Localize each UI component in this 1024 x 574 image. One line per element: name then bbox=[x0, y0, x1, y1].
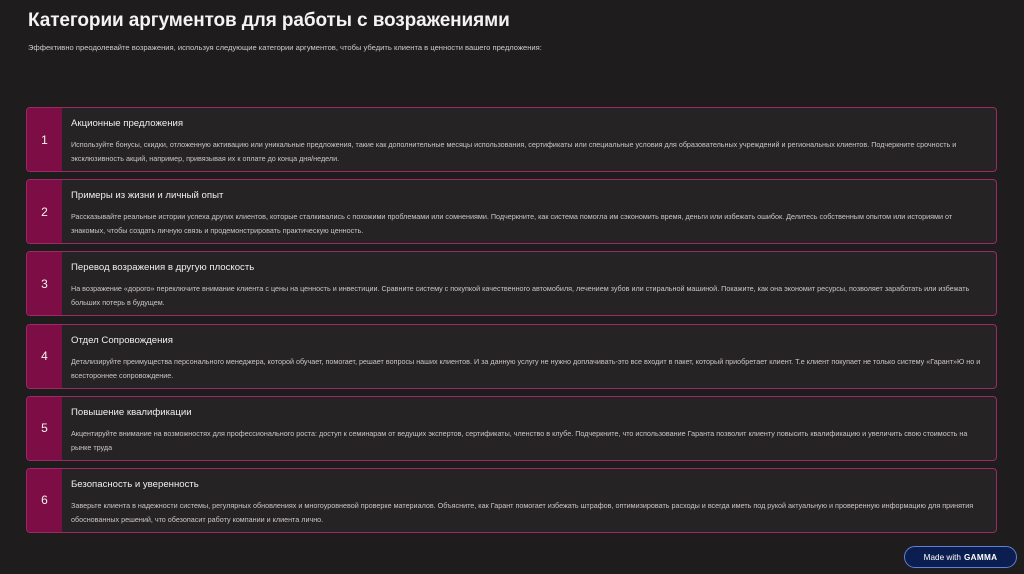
card-title: Примеры из жизни и личный опыт bbox=[71, 190, 224, 202]
number-block bbox=[27, 252, 62, 315]
card-title: Отдел Сопровождения bbox=[71, 334, 173, 346]
card-title: Акционные предложения bbox=[71, 118, 184, 129]
category-card-1 bbox=[26, 107, 997, 172]
card-number: 1 bbox=[41, 132, 48, 147]
page-title: Категории аргументов для работы с возражениями bbox=[28, 10, 510, 31]
card-title: Повышение квалификации bbox=[71, 406, 192, 418]
number-block bbox=[27, 180, 62, 243]
number-block bbox=[27, 397, 62, 460]
page-subtitle: Эффективно преодолевайте возражения, используя следующие категории аргументов, чтобы убедить клиента в ценности вашего предложения: bbox=[28, 43, 542, 52]
card-number: 3 bbox=[41, 276, 48, 291]
card-number: 4 bbox=[41, 349, 48, 364]
card-text: Заверьте клиента в надежности системы, регулярных обновлениях и многоуровневой проверке материалов. Объясните, как Гарант помогает избежать штрафов, оптимизировать расходы и всегда иметь под рукой актуальную и проверенную информацию для принятия обоснованных решений, что обезопасит работу компании и клиента лично. bbox=[71, 500, 974, 524]
card-body bbox=[62, 252, 996, 315]
made-with-gamma-badge[interactable] bbox=[904, 546, 1017, 568]
number-block bbox=[27, 108, 62, 171]
card-body bbox=[62, 108, 996, 171]
category-card-2 bbox=[26, 179, 997, 244]
card-number: 2 bbox=[41, 204, 48, 219]
category-list bbox=[26, 107, 997, 540]
card-body bbox=[62, 325, 996, 388]
card-body bbox=[62, 469, 996, 532]
card-text: Акцентируйте внимание на возможностях для профессионального роста: доступ к семинарам от ведущих экспертов, сертификаты, членство в клубе. Подчеркните, что использование Гаранта позволит клиенту повысить квалификацию и увеличить свою стоимость на рынке труда bbox=[71, 428, 968, 452]
card-number: 6 bbox=[41, 493, 48, 508]
card-title: Безопасность и уверенность bbox=[71, 478, 199, 490]
category-card-6 bbox=[26, 468, 997, 533]
card-text: Рассказывайте реальные истории успеха других клиентов, которые сталкивались с похожими проблемами или сомнениями. Подчеркните, как система помогла им сэкономить время, деньги или избежать ошибок. Делитесь собственным опытом или историями от знакомых, чтобы создать личную связь и продемонстрировать практическую ценность. bbox=[71, 212, 953, 236]
category-card-5 bbox=[26, 396, 997, 461]
number-block bbox=[27, 325, 62, 388]
card-text: На возражение «дорого» переключите внимание клиента с цены на ценность и инвестиции. Сравните систему с покупкой качественного автомобиля, лечением зубов или стиральной машиной. Покажите, как она экономит ресурсы, позволяет заработать или избежать больших потерь в будущем. bbox=[71, 284, 970, 308]
gamma-logo: GAMMA bbox=[963, 552, 998, 562]
category-card-4 bbox=[26, 324, 997, 389]
card-number: 5 bbox=[41, 421, 48, 436]
card-text: Детализируйте преимущества персонального менеджера, которой обучает, помогает, решает вопросы наших клиентов. И за данную услугу не нужно доплачивать-это все входит в пакет, который приобретает клиент. Т.е клиент покупает не только систему «Гарант»Ю но и всестороннее сопровождение. bbox=[71, 356, 981, 380]
category-card-3 bbox=[26, 251, 997, 316]
card-body bbox=[62, 397, 996, 460]
card-body bbox=[62, 180, 996, 243]
card-text: Используйте бонусы, скидки, отложенную активацию или уникальные предложения, такие как дополнительные месяцы использования, сертификаты или специальные условия для образовательных учреждений и региональных клиентов. Подчеркните срочность и эксклюзивность акций, например, привязывая их к оплате до конца дня/недели. bbox=[71, 140, 957, 163]
card-title: Перевод возражения в другую плоскость bbox=[71, 262, 255, 274]
number-block bbox=[27, 469, 62, 532]
badge-prefix: Made with bbox=[923, 552, 961, 562]
